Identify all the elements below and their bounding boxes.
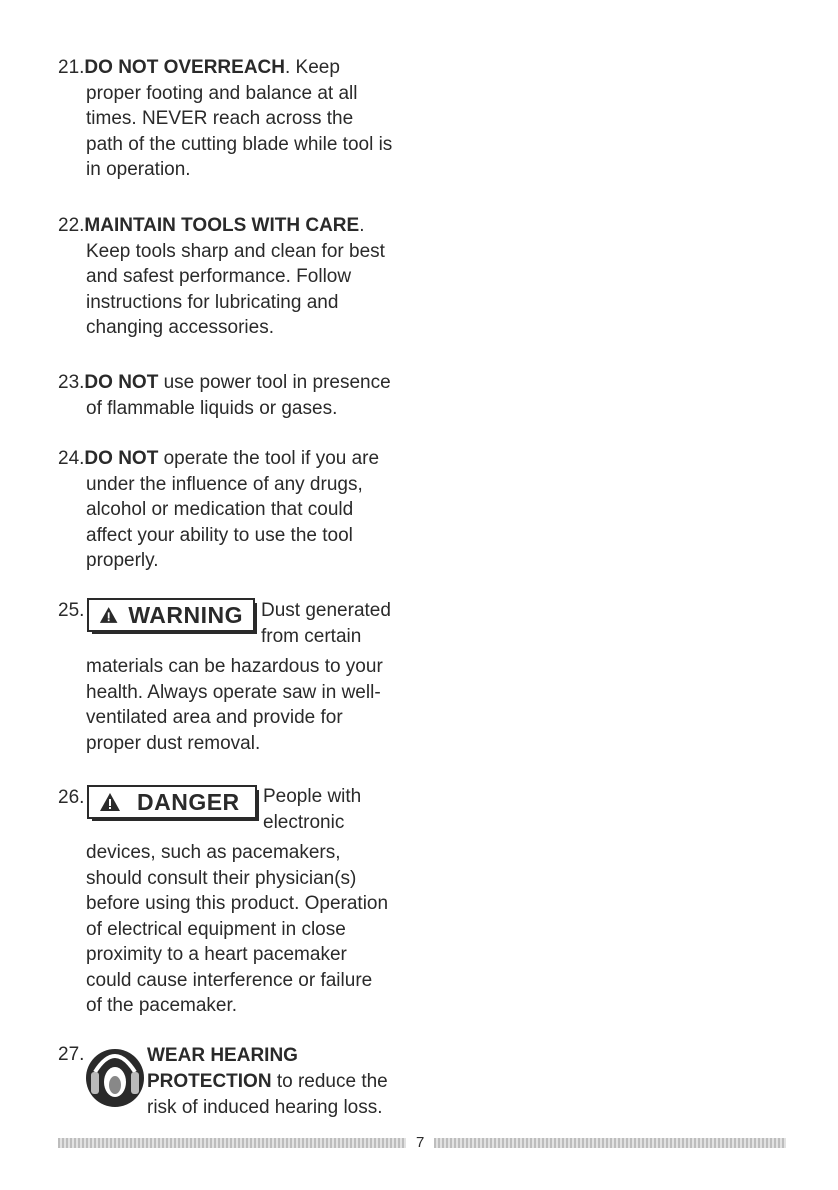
item-number: 27. bbox=[58, 1044, 85, 1065]
item-line: could cause interference or failure bbox=[86, 969, 373, 991]
hearing-line: risk of induced hearing loss. bbox=[147, 1097, 383, 1118]
danger-body bbox=[58, 840, 418, 1019]
item-23 bbox=[58, 370, 418, 421]
item-heading: DO NOT OVERREACH bbox=[84, 57, 285, 78]
page-footer bbox=[0, 1134, 838, 1154]
item-line: before using this product. Operation bbox=[86, 893, 389, 914]
warning-triangle-icon bbox=[99, 605, 118, 625]
warning-badge bbox=[87, 598, 255, 632]
item-line: of the pacemaker. bbox=[86, 995, 238, 1016]
warning-side-line: Dust generated bbox=[261, 600, 391, 621]
item-number: 24. bbox=[58, 448, 85, 469]
item-line: of flammable liquids or gases. bbox=[86, 397, 338, 419]
item-line: in operation. bbox=[86, 159, 191, 180]
footer-rule-right bbox=[434, 1138, 786, 1148]
item-line: and safest performance. Follow bbox=[86, 266, 352, 287]
item-line: times. NEVER reach across the bbox=[86, 108, 354, 129]
warning-side-line: from certain bbox=[261, 626, 362, 647]
item-line: devices, such as pacemakers, bbox=[86, 842, 341, 863]
item-number: 26. bbox=[58, 787, 85, 808]
item-number: 22. bbox=[58, 215, 85, 236]
page-number: 7 bbox=[416, 1134, 425, 1151]
hearing-text: to reduce the bbox=[271, 1071, 388, 1092]
danger-side-line: People with bbox=[263, 786, 362, 807]
item-line: under the influence of any drugs, bbox=[86, 473, 363, 495]
item-heading: DO NOT bbox=[84, 372, 159, 393]
item-number: 25. bbox=[58, 600, 85, 621]
hearing-heading: WEAR HEARING bbox=[147, 1045, 298, 1066]
hearing-protection-icon bbox=[83, 1038, 147, 1114]
danger-side-line: electronic bbox=[263, 812, 345, 833]
item-21 bbox=[58, 55, 418, 183]
item-line: proximity to a heart pacemaker bbox=[86, 944, 347, 965]
item-line: proper dust removal. bbox=[86, 732, 261, 754]
item-line: properly. bbox=[86, 550, 159, 571]
item-line: proper footing and balance at all bbox=[86, 82, 358, 104]
item-text: . Keep bbox=[285, 57, 340, 78]
item-24 bbox=[58, 446, 418, 574]
item-text: . bbox=[359, 215, 365, 236]
warning-label: WARNING bbox=[128, 601, 243, 628]
item-line: affect your ability to use the tool bbox=[86, 524, 353, 546]
item-line: ventilated area and provide for bbox=[86, 707, 343, 728]
danger-label: DANGER bbox=[137, 788, 240, 815]
item-line: Keep tools sharp and clean for best bbox=[86, 240, 385, 262]
item-line: of electrical equipment in close bbox=[86, 918, 346, 940]
item-22 bbox=[58, 213, 418, 341]
item-text: operate the tool if you are bbox=[158, 448, 380, 469]
item-text: use power tool in presence bbox=[158, 372, 391, 393]
item-line: materials can be hazardous to your bbox=[86, 656, 383, 677]
item-line: health. Always operate saw in well- bbox=[86, 681, 381, 703]
item-heading: DO NOT bbox=[84, 448, 159, 469]
footer-rule-left bbox=[58, 1138, 406, 1148]
item-line: should consult their physician(s) bbox=[86, 867, 357, 889]
item-line: instructions for lubricating and bbox=[86, 291, 339, 313]
danger-triangle-icon bbox=[99, 792, 121, 812]
item-line: path of the cutting blade while tool is bbox=[86, 133, 393, 155]
item-line: alcohol or medication that could bbox=[86, 499, 354, 520]
item-line: changing accessories. bbox=[86, 317, 274, 338]
danger-badge bbox=[87, 785, 257, 819]
hearing-heading-2: PROTECTION bbox=[147, 1071, 272, 1092]
item-number: 23. bbox=[58, 372, 85, 393]
item-number: 21. bbox=[58, 57, 85, 78]
item-heading: MAINTAIN TOOLS WITH CARE bbox=[84, 215, 360, 236]
warning-body bbox=[58, 654, 418, 756]
